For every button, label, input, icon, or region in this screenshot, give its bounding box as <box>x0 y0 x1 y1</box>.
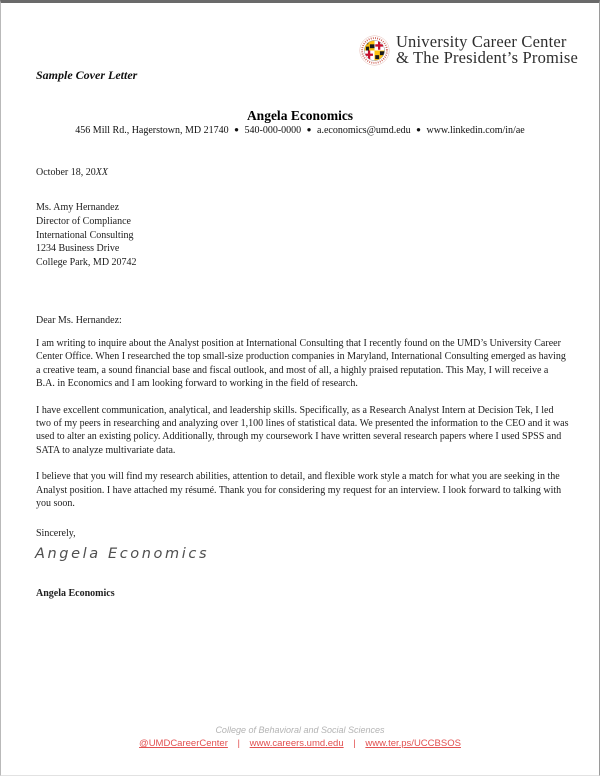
recipient-company: International Consulting <box>36 229 134 241</box>
footer-link-social[interactable]: @UMDCareerCenter <box>139 738 228 749</box>
date-text: October 18, 20 <box>36 167 96 178</box>
bullet-separator: ● <box>306 125 312 134</box>
org-name-line1: University Career Center <box>395 32 567 51</box>
typed-name: Angela Economics <box>36 588 115 599</box>
footer-link-uccbsos[interactable]: www.ter.ps/UCCBSOS <box>365 738 461 749</box>
recipient-street: 1234 Business Drive <box>36 243 120 255</box>
letterhead-contact <box>1 125 599 136</box>
salutation: Dear Ms. Hernandez: <box>36 315 122 326</box>
contact-phone: 540-000-0000 <box>244 125 302 136</box>
letterhead-name: Angela Economics <box>246 108 354 123</box>
recipient-city: College Park, MD 20742 <box>36 257 137 269</box>
body-paragraph: I am writing to inquire about the Analyst position at International Consulting that I recently found on the UMD’s University Career Center Office. When I researched the top small-size production companies in Maryland, International Consulting emerged as having a creative team, a sound financial base and fiscal outlook, and most of all, a highly praised reputation. This May, I will receive a B.A. in Economics and I am looking forward to working in the field of research. <box>36 338 566 390</box>
recipient-name: Ms. Amy Hernandez <box>36 202 120 213</box>
org-name-line2: & The President’s Promise <box>395 48 578 67</box>
footer-link-careers[interactable]: www.careers.umd.edu <box>249 738 344 749</box>
bullet-separator: ● <box>416 125 421 134</box>
contact-website: www.linkedin.com/in/ae <box>426 125 525 136</box>
org-header <box>359 34 578 66</box>
date-year-placeholder: XX <box>95 167 108 178</box>
handwritten-signature: Angela Economics <box>35 546 210 562</box>
body-paragraph: I have excellent communication, analytical, and leadership skills. Specifically, as a Research Analyst Intern at Decision Tek, I led two of my peers in researching and analyzing over 1,100 lines of statistical data. We presented the information to the CEO and it was used to alter an existing policy. Additionally, through my coursework I have written several research papers where I used SPSS and SATA to analyze multivariate data. <box>36 404 569 456</box>
umd-seal-icon <box>359 35 390 66</box>
recipient-title: Director of Compliance <box>36 215 131 227</box>
page-footer <box>1 725 599 749</box>
contact-email: a.economics@umd.edu <box>317 125 411 136</box>
recipient-address-block <box>36 201 137 270</box>
footer-links <box>1 738 599 749</box>
pipe-separator: | <box>237 738 240 749</box>
letter-body <box>36 337 569 523</box>
contact-address: 456 Mill Rd., Hagerstown, MD 21740 <box>75 125 229 136</box>
footer-college: College of Behavioral and Social Sciences <box>215 725 385 735</box>
bullet-separator: ● <box>234 125 239 134</box>
body-paragraph: I believe that you will find my research abilities, attention to detail, and flexible work style a match for what you are seeking in the Analyst position. I have attached my résumé. Thank you for considering my request for an interview. I look forward to talking with you soon. <box>36 471 562 510</box>
date-line <box>36 167 108 178</box>
org-name <box>396 34 578 66</box>
pipe-separator: | <box>353 738 356 749</box>
page-title: Sample Cover Letter <box>36 68 138 82</box>
valediction: Sincerely, <box>36 528 76 539</box>
